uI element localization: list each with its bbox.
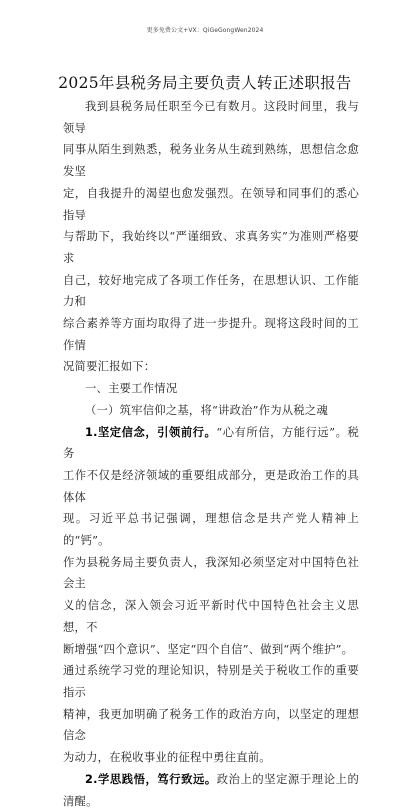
intro-line: 自己，较好地完成了各项工作任务，在思想认识、工作能力和: [63, 273, 359, 309]
header-note: 更多免费公文+VX：QiGeGongWen2024: [146, 27, 264, 34]
intro-line: 况简要汇报如下：: [63, 360, 156, 374]
point1-heading: 1.坚定信念，引领前行。: [85, 425, 217, 439]
point1-line: 作为县税务局主要负责人，我深知必须坚定对中国特色社会主: [63, 555, 359, 591]
intro-line: 与帮助下，我始终以“严谨细致、求真务实”为准则严格要求: [63, 230, 359, 265]
document-body: [63, 96, 359, 812]
point2-text: 政治上的坚定源于理论上的清醒。: [63, 772, 359, 808]
point1-line: 断增强“四个意识”、坚定“四个自信”、做到“两个维护”。: [63, 642, 354, 656]
intro-line: 定，自我提升的渴望也愈发强烈。在领导和同事们的悉心指导: [63, 186, 359, 222]
point1-line: 通过系统学习党的理论知识，特别是关于税收工作的重要指示: [63, 664, 359, 699]
intro-line: 同事从陌生到熟悉，税务业务从生疏到熟练，思想信念愈发坚: [63, 143, 359, 179]
subsection-heading: （一）筑牢信仰之基，将“讲政治”作为从税之魂: [85, 403, 328, 417]
point1-line: 义的信念，深入领会习近平新时代中国特色社会主义思想，不: [63, 599, 359, 634]
intro-paragraph: [63, 96, 359, 378]
document-title: 2025年县税务局主要负责人转正述职报告: [58, 74, 352, 92]
intro-line: 我到县税务局任职至今已有数月。这段时间里，我与领导: [63, 100, 359, 135]
section-heading: 一、主要工作情况: [85, 382, 178, 396]
point1-line: 精神，我更加明确了税务工作的政治方向，以坚定的理想信念: [63, 707, 359, 743]
intro-line: 综合素养等方面均取得了进一步提升。现将这段时间的工作情: [63, 317, 359, 352]
point1-line: 工作不仅是经济领域的重要组成部分，更是政治工作的具体体: [63, 468, 359, 504]
point1-paragraph: [63, 422, 359, 769]
point2-paragraph: [63, 769, 359, 812]
point1-first-line: [63, 422, 359, 465]
point1-text: “心有所信，方能行远”。税务: [63, 425, 359, 461]
point2-heading: 2.学思践悟，笃行致远。: [85, 772, 217, 786]
point1-line: 为动力，在税收事业的征程中勇往直前。: [63, 751, 271, 765]
point1-line: 现。习近平总书记强调，理想信念是共产党人精神上的“钙”。: [63, 512, 359, 548]
